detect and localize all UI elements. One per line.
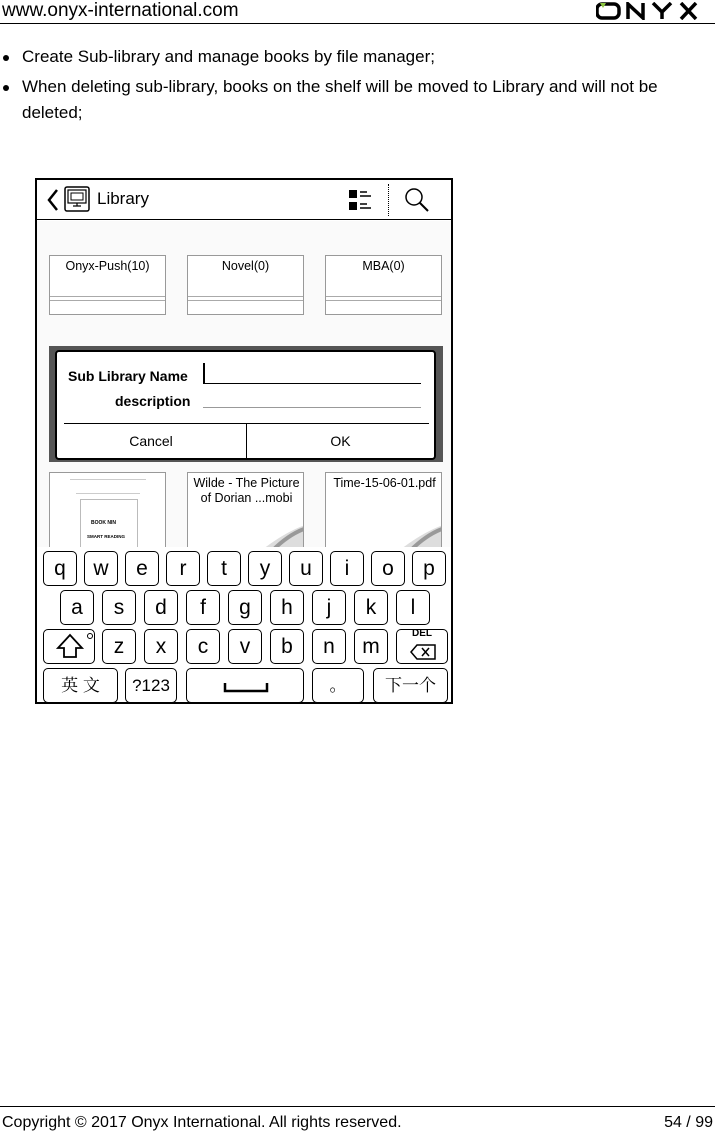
sub-library-dialog xyxy=(55,350,436,460)
shift-key[interactable] xyxy=(43,629,95,664)
key-a[interactable]: a xyxy=(60,590,94,625)
description-label: description xyxy=(115,393,191,409)
sort-icon[interactable] xyxy=(348,188,372,212)
shift-icon xyxy=(44,630,96,665)
sub-library-name-label: Sub Library Name xyxy=(68,368,188,384)
text-cursor xyxy=(203,363,205,383)
key-k[interactable]: k xyxy=(354,590,388,625)
folder-item[interactable] xyxy=(187,255,304,315)
symbols-key[interactable]: ?123 xyxy=(125,668,177,703)
delete-key[interactable] xyxy=(396,629,448,664)
bullet-item: Create Sub-library and manage books by file manager; xyxy=(0,44,715,70)
key-z[interactable]: z xyxy=(102,629,136,664)
book-thumbnail xyxy=(80,499,138,551)
book-cover[interactable] xyxy=(325,472,442,552)
ok-button[interactable]: OK xyxy=(246,424,434,458)
search-icon[interactable] xyxy=(403,186,431,214)
key-e[interactable]: e xyxy=(125,551,159,586)
library-toolbar xyxy=(37,180,451,220)
key-s[interactable]: s xyxy=(102,590,136,625)
key-u[interactable]: u xyxy=(289,551,323,586)
soft-keyboard xyxy=(37,547,451,704)
back-icon[interactable] xyxy=(46,188,60,212)
backspace-icon xyxy=(397,630,449,665)
folder-item[interactable] xyxy=(325,255,442,315)
sub-library-name-input[interactable] xyxy=(203,364,421,384)
folder-label: Novel(0) xyxy=(221,259,270,273)
bullet-list xyxy=(0,44,715,126)
key-x[interactable]: x xyxy=(144,629,178,664)
key-q[interactable]: q xyxy=(43,551,77,586)
key-m[interactable]: m xyxy=(354,629,388,664)
cancel-button[interactable]: Cancel xyxy=(57,424,245,458)
key-w[interactable]: w xyxy=(84,551,118,586)
key-b[interactable]: b xyxy=(270,629,304,664)
description-input[interactable] xyxy=(203,390,421,408)
period-key[interactable]: 。 xyxy=(312,668,364,703)
onyx-logo xyxy=(596,2,712,20)
copyright: Copyright © 2017 Onyx International. All rights reserved. xyxy=(2,1114,402,1131)
folder-label: Onyx-Push(10) xyxy=(65,259,150,273)
key-v[interactable]: v xyxy=(228,629,262,664)
page-header xyxy=(0,0,715,24)
page-title: Library xyxy=(97,189,149,208)
key-n[interactable]: n xyxy=(312,629,346,664)
book-cover[interactable] xyxy=(187,472,304,552)
key-t[interactable]: t xyxy=(207,551,241,586)
header-url: www.onyx-international.com xyxy=(2,0,239,21)
language-switch-key[interactable]: 英 文 xyxy=(43,668,118,703)
book-label: Time-15-06-01.pdf xyxy=(333,476,436,490)
book-cover-subtitle: SMART READING xyxy=(87,534,125,539)
key-h[interactable]: h xyxy=(270,590,304,625)
key-o[interactable]: o xyxy=(371,551,405,586)
key-d[interactable]: d xyxy=(144,590,178,625)
folder-label: MBA(0) xyxy=(362,259,405,273)
page-number: 54 / 99 xyxy=(664,1114,713,1131)
delete-key-label: DEL xyxy=(412,628,432,639)
space-key[interactable] xyxy=(186,668,304,703)
key-f[interactable]: f xyxy=(186,590,220,625)
key-g[interactable]: g xyxy=(228,590,262,625)
folder-item[interactable] xyxy=(49,255,166,315)
bullet-item: When deleting sub-library, books on the shelf will be moved to Library and will not be deleted; xyxy=(0,74,715,126)
key-y[interactable]: y xyxy=(248,551,282,586)
page-footer xyxy=(0,1106,715,1131)
book-cover-title: BOOK NIN xyxy=(91,520,116,526)
book-cover[interactable] xyxy=(49,472,166,552)
space-icon xyxy=(187,669,305,704)
next-key[interactable]: 下一个 xyxy=(373,668,448,703)
device-screenshot xyxy=(35,178,453,704)
key-r[interactable]: r xyxy=(166,551,200,586)
key-j[interactable]: j xyxy=(312,590,346,625)
toolbar-divider xyxy=(388,184,389,216)
key-c[interactable]: c xyxy=(186,629,220,664)
book-label: Wilde - The Picture of Dorian ...mobi xyxy=(193,476,300,505)
key-i[interactable]: i xyxy=(330,551,364,586)
library-icon xyxy=(64,186,90,212)
key-l[interactable]: l xyxy=(396,590,430,625)
key-p[interactable]: p xyxy=(412,551,446,586)
